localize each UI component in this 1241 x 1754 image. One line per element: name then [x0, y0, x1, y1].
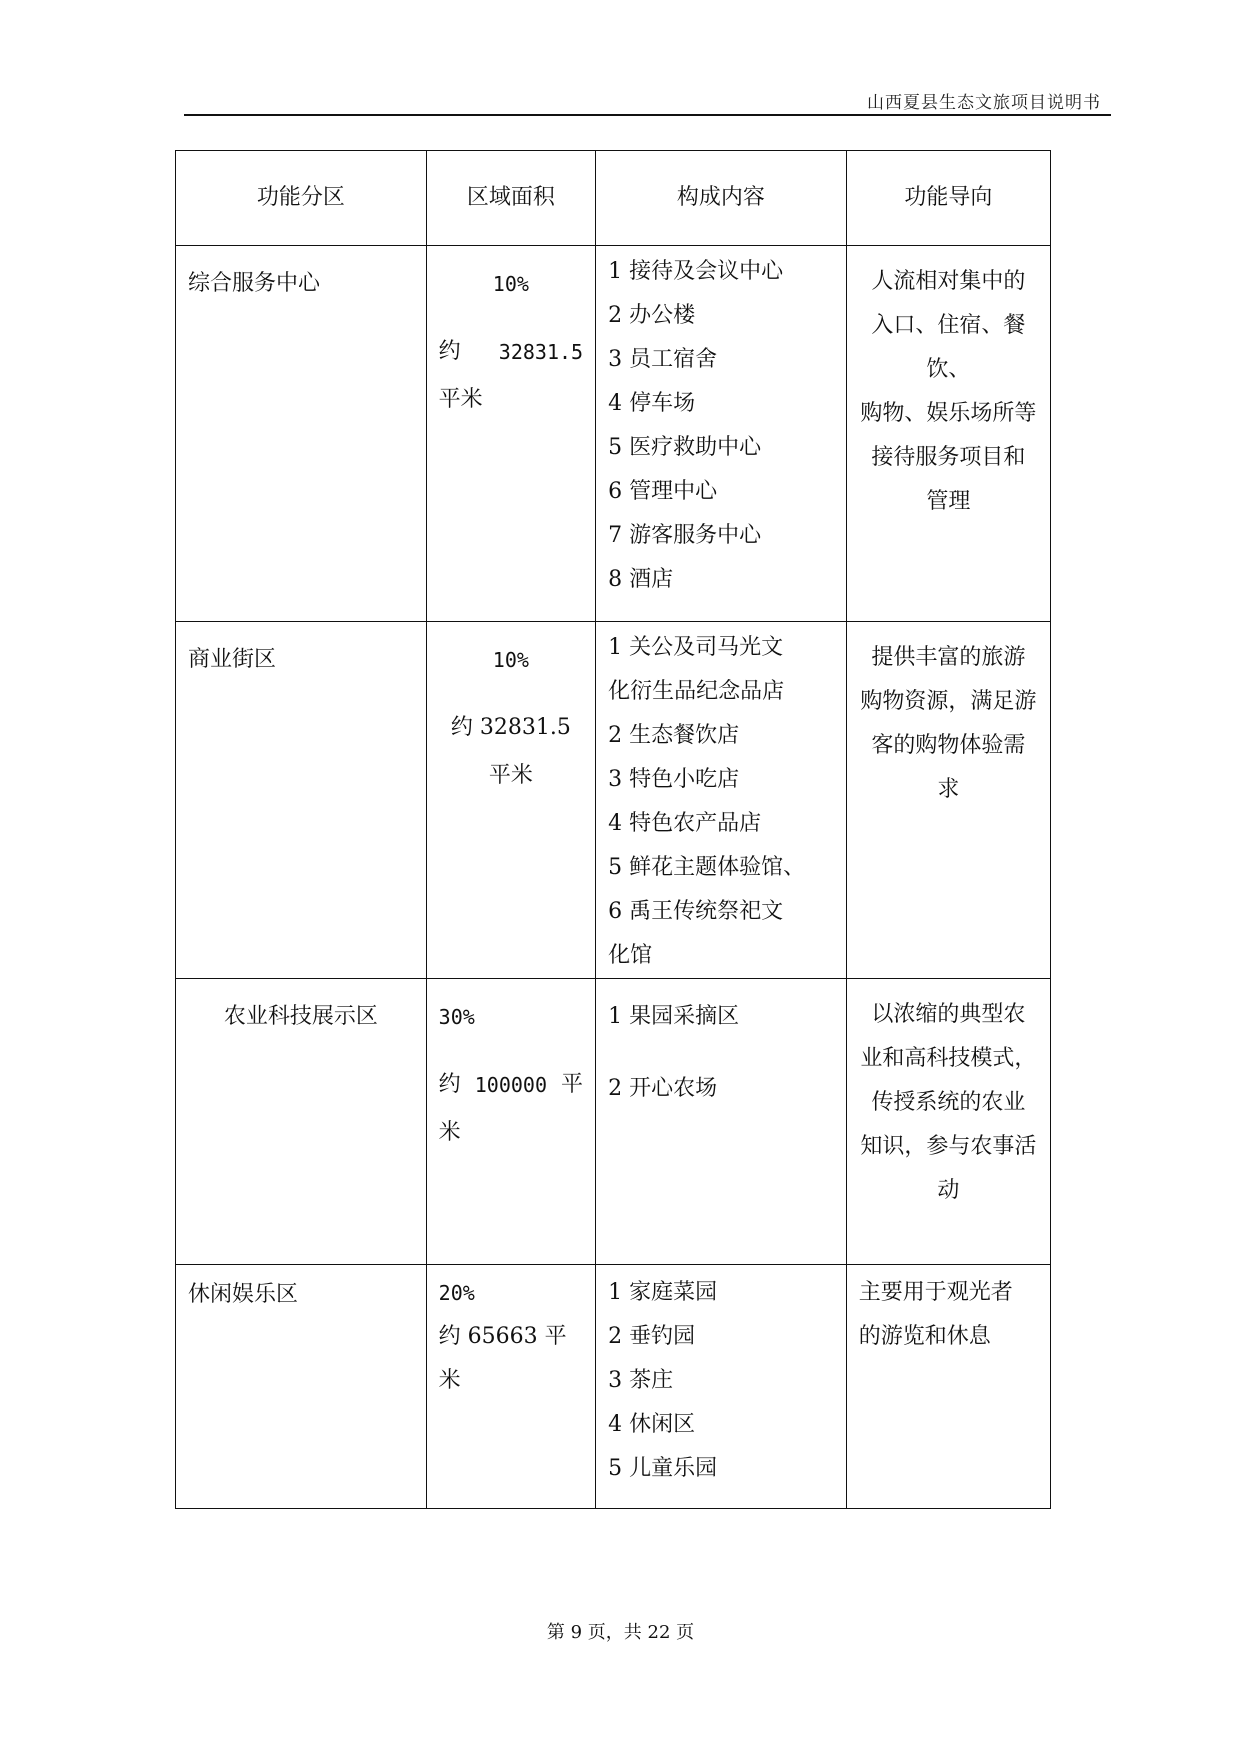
area-percent: 10%: [492, 648, 529, 672]
list-item: 化馆: [608, 943, 653, 968]
list-item: 1 关公及司马光文: [608, 635, 784, 660]
list-item: 4 特色农产品店: [608, 811, 762, 836]
list-item: 1 接待及会议中心: [608, 259, 784, 284]
zone-name-cell: [176, 979, 427, 1265]
table-row: [176, 979, 1051, 1265]
area-cell: [426, 979, 595, 1265]
zoning-table: [175, 150, 1051, 1509]
list-item: 2 开心农场: [608, 1076, 718, 1101]
purpose-line: 传授系统的农业: [871, 1090, 1026, 1115]
page-number: 第 9 页，共 22 页: [546, 1622, 695, 1643]
area-unit: 平米: [438, 387, 483, 412]
list-item: 8 酒店: [608, 567, 674, 592]
area-value: 100000: [474, 1073, 547, 1097]
area-unit: 平米: [488, 763, 533, 788]
list-item: 1 家庭菜园: [608, 1280, 718, 1305]
list-item: 3 茶庄: [608, 1368, 674, 1393]
list-item: 5 医疗救助中心: [608, 435, 762, 460]
column-header-purpose: 功能导向: [846, 151, 1050, 246]
table-row: [176, 246, 1051, 622]
list-item: 3 员工宿舍: [608, 347, 718, 372]
purpose-line: 业和高科技模式，: [860, 1046, 1037, 1071]
purpose-line: 接待服务项目和: [871, 445, 1026, 470]
area-cell: [426, 1265, 595, 1509]
area-value: 32831.5: [498, 340, 584, 364]
area-unit: 米: [438, 1368, 461, 1393]
purpose-line: 求: [937, 777, 960, 802]
table-row: [176, 622, 1051, 979]
list-item: 5 儿童乐园: [608, 1456, 718, 1481]
area-unit-tail: 米: [438, 1120, 461, 1145]
purpose-line: 知识，参与农事活: [860, 1134, 1037, 1159]
area-percent: 30%: [438, 1005, 475, 1029]
zone-name: 休闲娱乐区: [188, 1282, 299, 1307]
purpose-line: 的游览和休息: [858, 1324, 991, 1349]
list-item: 4 停车场: [608, 391, 696, 416]
purpose-line: 入口、住宿、餐饮、: [871, 313, 1026, 382]
list-item: 7 游客服务中心: [608, 523, 762, 548]
column-header-contents: 构成内容: [596, 151, 847, 246]
list-item: 4 休闲区: [608, 1412, 696, 1437]
area-cell: [426, 246, 595, 622]
area-value: 约 65663 平: [438, 1324, 567, 1349]
contents-cell: [596, 979, 847, 1265]
purpose-line: 购物资源，满足游: [860, 689, 1037, 714]
purpose-cell: [846, 622, 1050, 979]
list-item: 5 鲜花主题体验馆、: [608, 855, 806, 880]
list-item: 2 生态餐饮店: [608, 723, 740, 748]
purpose-line: 主要用于观光者: [858, 1280, 1013, 1305]
purpose-line: 提供丰富的旅游: [871, 645, 1026, 670]
purpose-line: 以浓缩的典型农: [871, 1002, 1026, 1027]
list-item: 1 果园采摘区: [608, 1004, 740, 1029]
column-header-area: 区域面积: [426, 151, 595, 246]
zone-name-cell: [176, 246, 427, 622]
purpose-cell: [846, 246, 1050, 622]
area-unit: 平: [561, 1072, 584, 1097]
table-header-row: [176, 151, 1051, 246]
table-row: [176, 1265, 1051, 1509]
area-percent: 20%: [438, 1281, 475, 1305]
zone-name: 农业科技展示区: [223, 1004, 378, 1029]
zone-name-cell: [176, 1265, 427, 1509]
list-item: 6 管理中心: [608, 479, 718, 504]
header-divider: [184, 114, 1111, 116]
area-value: 约 32831.5: [450, 715, 571, 740]
list-item: 化衍生品纪念品店: [608, 679, 785, 704]
list-item: 2 垂钓园: [608, 1324, 696, 1349]
area-prefix: 约: [438, 1072, 461, 1097]
contents-cell: [596, 622, 847, 979]
area-percent: 10%: [492, 272, 529, 296]
purpose-line: 管理: [926, 489, 971, 514]
zone-name: 商业街区: [188, 647, 277, 672]
list-item: 3 特色小吃店: [608, 767, 740, 792]
contents-cell: [596, 1265, 847, 1509]
zone-name: 综合服务中心: [188, 271, 321, 296]
list-item: 2 办公楼: [608, 303, 696, 328]
area-prefix: 约: [438, 339, 461, 364]
area-cell: [426, 622, 595, 979]
zone-name-cell: [176, 622, 427, 979]
contents-cell: [596, 246, 847, 622]
purpose-line: 购物、娱乐场所等: [860, 401, 1037, 426]
purpose-cell: [846, 979, 1050, 1265]
list-item: 6 禹王传统祭祀文: [608, 899, 784, 924]
column-header-zone: 功能分区: [176, 151, 427, 246]
purpose-line: 动: [937, 1178, 960, 1203]
purpose-line: 客的购物体验需: [871, 733, 1026, 758]
purpose-line: 人流相对集中的: [871, 269, 1026, 294]
document-header-title: 山西夏县生态文旅项目说明书: [867, 93, 1101, 113]
purpose-cell: [846, 1265, 1050, 1509]
